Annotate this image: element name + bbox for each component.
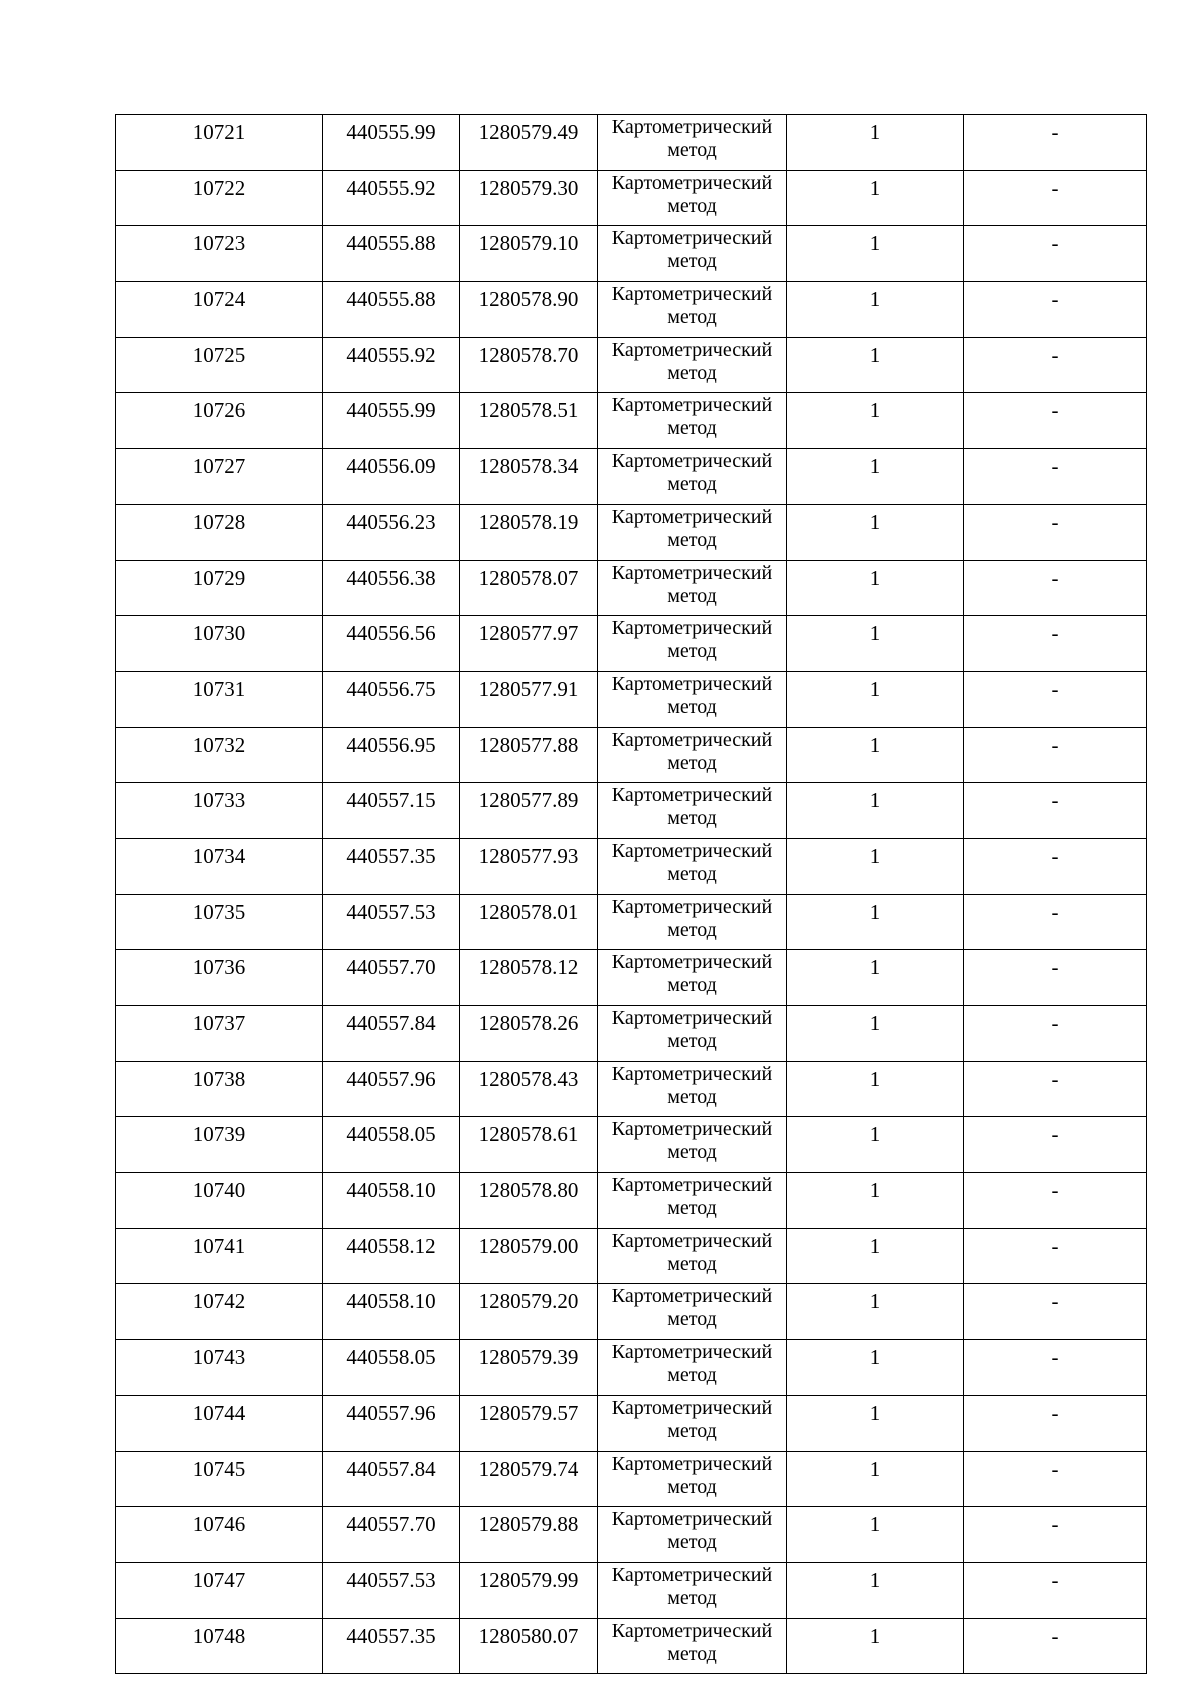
method-cell: Картометрический метод [598,337,787,393]
method-cell: Картометрический метод [598,671,787,727]
note-cell: - [964,1061,1147,1117]
y-coordinate-cell: 1280577.97 [460,616,598,672]
y-coordinate-cell: 1280579.49 [460,115,598,171]
point-number-cell: 10745 [116,1451,323,1507]
method-cell: Картометрический метод [598,226,787,282]
x-coordinate-cell: 440555.92 [323,337,460,393]
x-coordinate-cell: 440556.56 [323,616,460,672]
y-coordinate-cell: 1280579.39 [460,1340,598,1396]
point-number-cell: 10723 [116,226,323,282]
table-row [116,1284,1147,1340]
table-row [116,115,1147,171]
accuracy-cell: 1 [787,1061,964,1117]
method-cell: Картометрический метод [598,1451,787,1507]
x-coordinate-cell: 440558.12 [323,1228,460,1284]
method-cell: Картометрический метод [598,783,787,839]
accuracy-cell: 1 [787,950,964,1006]
note-cell: - [964,560,1147,616]
point-number-cell: 10744 [116,1395,323,1451]
coordinates-table [115,114,1147,1674]
table-row [116,727,1147,783]
method-cell: Картометрический метод [598,1340,787,1396]
point-number-cell: 10728 [116,504,323,560]
note-cell: - [964,1173,1147,1229]
note-cell: - [964,1340,1147,1396]
note-cell: - [964,1562,1147,1618]
method-cell: Картометрический метод [598,1395,787,1451]
x-coordinate-cell: 440555.88 [323,226,460,282]
note-cell: - [964,1618,1147,1674]
y-coordinate-cell: 1280578.12 [460,950,598,1006]
point-number-cell: 10737 [116,1006,323,1062]
y-coordinate-cell: 1280579.88 [460,1507,598,1563]
note-cell: - [964,1117,1147,1173]
y-coordinate-cell: 1280577.93 [460,838,598,894]
point-number-cell: 10739 [116,1117,323,1173]
point-number-cell: 10724 [116,282,323,338]
table-row [116,838,1147,894]
point-number-cell: 10740 [116,1173,323,1229]
point-number-cell: 10735 [116,894,323,950]
method-cell: Картометрический метод [598,894,787,950]
accuracy-cell: 1 [787,894,964,950]
y-coordinate-cell: 1280579.99 [460,1562,598,1618]
table-row [116,1006,1147,1062]
method-cell: Картометрический метод [598,282,787,338]
accuracy-cell: 1 [787,1284,964,1340]
point-number-cell: 10733 [116,783,323,839]
method-cell: Картометрический метод [598,449,787,505]
accuracy-cell: 1 [787,449,964,505]
table-row [116,504,1147,560]
x-coordinate-cell: 440557.96 [323,1061,460,1117]
table-row [116,282,1147,338]
y-coordinate-cell: 1280578.01 [460,894,598,950]
point-number-cell: 10746 [116,1507,323,1563]
point-number-cell: 10729 [116,560,323,616]
method-cell: Картометрический метод [598,1228,787,1284]
table-row [116,950,1147,1006]
method-cell: Картометрический метод [598,1006,787,1062]
x-coordinate-cell: 440555.92 [323,170,460,226]
accuracy-cell: 1 [787,115,964,171]
accuracy-cell: 1 [787,393,964,449]
y-coordinate-cell: 1280577.91 [460,671,598,727]
note-cell: - [964,616,1147,672]
point-number-cell: 10743 [116,1340,323,1396]
accuracy-cell: 1 [787,1117,964,1173]
point-number-cell: 10734 [116,838,323,894]
accuracy-cell: 1 [787,1618,964,1674]
accuracy-cell: 1 [787,1451,964,1507]
point-number-cell: 10738 [116,1061,323,1117]
note-cell: - [964,504,1147,560]
table-row [116,783,1147,839]
x-coordinate-cell: 440557.35 [323,1618,460,1674]
y-coordinate-cell: 1280579.57 [460,1395,598,1451]
accuracy-cell: 1 [787,671,964,727]
table-row [116,393,1147,449]
y-coordinate-cell: 1280580.07 [460,1618,598,1674]
accuracy-cell: 1 [787,783,964,839]
accuracy-cell: 1 [787,1006,964,1062]
y-coordinate-cell: 1280578.90 [460,282,598,338]
note-cell: - [964,1395,1147,1451]
y-coordinate-cell: 1280578.70 [460,337,598,393]
point-number-cell: 10748 [116,1618,323,1674]
x-coordinate-cell: 440558.10 [323,1173,460,1229]
coordinates-table-body [116,115,1147,1674]
table-row [116,1340,1147,1396]
accuracy-cell: 1 [787,727,964,783]
accuracy-cell: 1 [787,1228,964,1284]
note-cell: - [964,115,1147,171]
accuracy-cell: 1 [787,1340,964,1396]
y-coordinate-cell: 1280578.51 [460,393,598,449]
y-coordinate-cell: 1280577.89 [460,783,598,839]
note-cell: - [964,1228,1147,1284]
method-cell: Картометрический метод [598,1562,787,1618]
y-coordinate-cell: 1280579.74 [460,1451,598,1507]
x-coordinate-cell: 440557.96 [323,1395,460,1451]
accuracy-cell: 1 [787,1507,964,1563]
table-row [116,1228,1147,1284]
table-row [116,449,1147,505]
table-row [116,226,1147,282]
table-row [116,1618,1147,1674]
method-cell: Картометрический метод [598,560,787,616]
y-coordinate-cell: 1280578.07 [460,560,598,616]
method-cell: Картометрический метод [598,115,787,171]
method-cell: Картометрический метод [598,838,787,894]
point-number-cell: 10747 [116,1562,323,1618]
table-row [116,337,1147,393]
method-cell: Картометрический метод [598,616,787,672]
note-cell: - [964,671,1147,727]
table-row [116,170,1147,226]
method-cell: Картометрический метод [598,1117,787,1173]
note-cell: - [964,1006,1147,1062]
method-cell: Картометрический метод [598,1061,787,1117]
table-row [116,1173,1147,1229]
point-number-cell: 10730 [116,616,323,672]
method-cell: Картометрический метод [598,393,787,449]
note-cell: - [964,1284,1147,1340]
point-number-cell: 10731 [116,671,323,727]
note-cell: - [964,282,1147,338]
y-coordinate-cell: 1280579.10 [460,226,598,282]
note-cell: - [964,950,1147,1006]
accuracy-cell: 1 [787,1395,964,1451]
accuracy-cell: 1 [787,282,964,338]
note-cell: - [964,783,1147,839]
point-number-cell: 10742 [116,1284,323,1340]
accuracy-cell: 1 [787,1562,964,1618]
x-coordinate-cell: 440557.84 [323,1451,460,1507]
accuracy-cell: 1 [787,337,964,393]
x-coordinate-cell: 440557.84 [323,1006,460,1062]
method-cell: Картометрический метод [598,1507,787,1563]
note-cell: - [964,393,1147,449]
table-row [116,671,1147,727]
accuracy-cell: 1 [787,560,964,616]
accuracy-cell: 1 [787,616,964,672]
accuracy-cell: 1 [787,170,964,226]
point-number-cell: 10732 [116,727,323,783]
table-row [116,1562,1147,1618]
note-cell: - [964,226,1147,282]
x-coordinate-cell: 440555.99 [323,393,460,449]
note-cell: - [964,170,1147,226]
y-coordinate-cell: 1280578.61 [460,1117,598,1173]
y-coordinate-cell: 1280578.19 [460,504,598,560]
y-coordinate-cell: 1280579.30 [460,170,598,226]
accuracy-cell: 1 [787,1173,964,1229]
point-number-cell: 10725 [116,337,323,393]
table-row [116,560,1147,616]
y-coordinate-cell: 1280578.26 [460,1006,598,1062]
table-row [116,1117,1147,1173]
point-number-cell: 10726 [116,393,323,449]
method-cell: Картометрический метод [598,1618,787,1674]
y-coordinate-cell: 1280579.00 [460,1228,598,1284]
x-coordinate-cell: 440557.70 [323,950,460,1006]
method-cell: Картометрический метод [598,727,787,783]
table-row [116,1395,1147,1451]
accuracy-cell: 1 [787,226,964,282]
x-coordinate-cell: 440558.10 [323,1284,460,1340]
x-coordinate-cell: 440555.99 [323,115,460,171]
point-number-cell: 10736 [116,950,323,1006]
note-cell: - [964,449,1147,505]
accuracy-cell: 1 [787,504,964,560]
x-coordinate-cell: 440558.05 [323,1340,460,1396]
x-coordinate-cell: 440557.53 [323,894,460,950]
note-cell: - [964,727,1147,783]
table-row [116,894,1147,950]
point-number-cell: 10721 [116,115,323,171]
x-coordinate-cell: 440556.38 [323,560,460,616]
table-row [116,1061,1147,1117]
x-coordinate-cell: 440558.05 [323,1117,460,1173]
note-cell: - [964,1451,1147,1507]
x-coordinate-cell: 440556.23 [323,504,460,560]
y-coordinate-cell: 1280579.20 [460,1284,598,1340]
x-coordinate-cell: 440557.35 [323,838,460,894]
x-coordinate-cell: 440557.70 [323,1507,460,1563]
x-coordinate-cell: 440557.15 [323,783,460,839]
x-coordinate-cell: 440556.75 [323,671,460,727]
x-coordinate-cell: 440555.88 [323,282,460,338]
method-cell: Картометрический метод [598,1284,787,1340]
x-coordinate-cell: 440556.95 [323,727,460,783]
method-cell: Картометрический метод [598,1173,787,1229]
y-coordinate-cell: 1280578.43 [460,1061,598,1117]
method-cell: Картометрический метод [598,170,787,226]
y-coordinate-cell: 1280578.34 [460,449,598,505]
x-coordinate-cell: 440557.53 [323,1562,460,1618]
note-cell: - [964,337,1147,393]
table-row [116,1507,1147,1563]
table-row [116,1451,1147,1507]
method-cell: Картометрический метод [598,950,787,1006]
x-coordinate-cell: 440556.09 [323,449,460,505]
note-cell: - [964,894,1147,950]
point-number-cell: 10727 [116,449,323,505]
accuracy-cell: 1 [787,838,964,894]
y-coordinate-cell: 1280577.88 [460,727,598,783]
point-number-cell: 10722 [116,170,323,226]
note-cell: - [964,1507,1147,1563]
note-cell: - [964,838,1147,894]
point-number-cell: 10741 [116,1228,323,1284]
method-cell: Картометрический метод [598,504,787,560]
y-coordinate-cell: 1280578.80 [460,1173,598,1229]
table-row [116,616,1147,672]
